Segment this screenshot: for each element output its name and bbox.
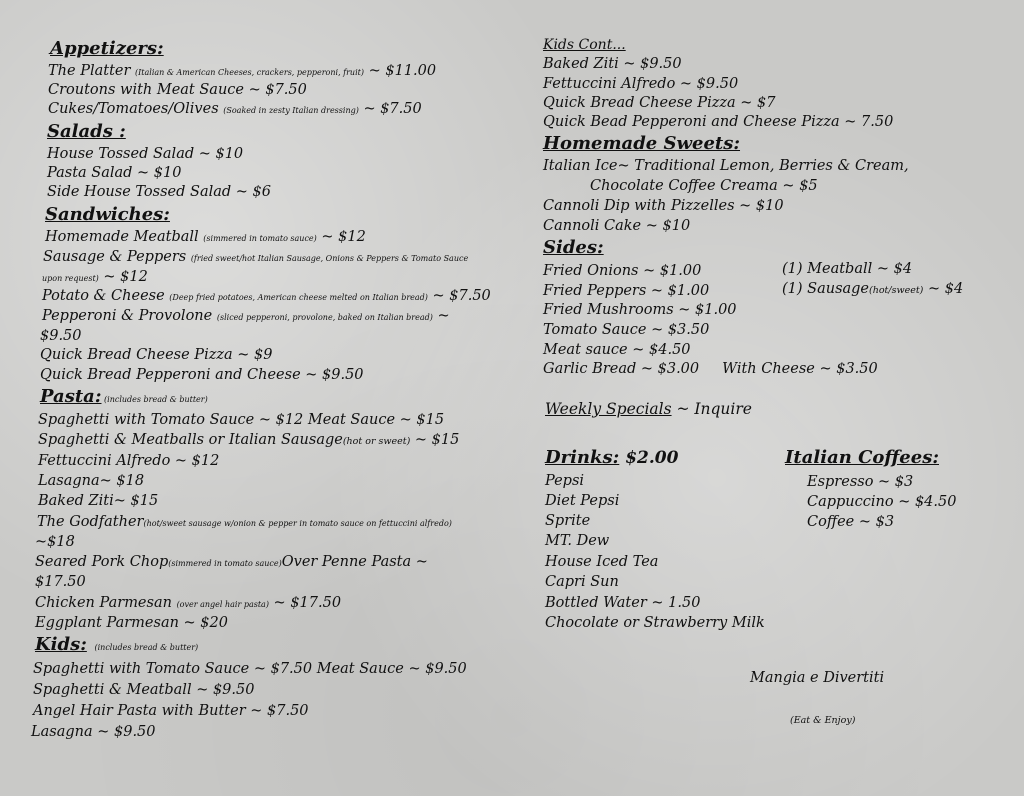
salads-heading: Salads : bbox=[47, 121, 126, 142]
menu-item-kids-spaghetti: Spaghetti with Tomato Sauce ~ $7.50 Meat Sauce ~ $9.50 bbox=[33, 661, 467, 677]
menu-item-kids-angel-hair: Angel Hair Pasta with Butter ~ $7.50 bbox=[33, 703, 309, 719]
menu-item-baked-ziti: Baked Ziti~ $15 bbox=[38, 493, 159, 509]
menu-item-sausage-peppers bbox=[43, 248, 468, 268]
item-note: (Italian & American Cheeses, crackers, pepperoni, fruit) bbox=[135, 68, 364, 77]
menu-item-eggplant-parmesan: Eggplant Parmesan ~ $20 bbox=[35, 615, 228, 631]
menu-item-side-meatball: (1) Meatball ~ $4 bbox=[782, 261, 913, 277]
item-price: ~ $12 bbox=[98, 269, 148, 285]
drink-item: Chocolate or Strawberry Milk bbox=[545, 615, 765, 631]
item-price: ~ $4 bbox=[923, 281, 964, 297]
item-note: (fried sweet/hot Italian Sausage, Onions & Peppers & Tomato Sauce bbox=[190, 254, 469, 263]
menu-item-potato-cheese bbox=[42, 287, 491, 307]
drinks-heading: Drinks: bbox=[545, 447, 620, 468]
menu-item-side-salad: Side House Tossed Salad ~ $6 bbox=[47, 184, 271, 200]
menu-item-lasagna: Lasagna~ $18 bbox=[38, 473, 145, 489]
weekly-specials-label: Weekly Specials bbox=[545, 400, 672, 418]
item-note: (hot/sweet) bbox=[869, 285, 924, 296]
menu-item-pork-chop bbox=[35, 553, 428, 573]
item-name: The Godfather bbox=[37, 514, 144, 530]
item-name: Chicken Parmesan bbox=[35, 595, 177, 611]
menu-item-cannoli-dip: Cannoli Dip with Pizzelles ~ $10 bbox=[543, 198, 784, 214]
item-price: ~ $11.00 bbox=[363, 63, 437, 79]
menu-item-house-salad: House Tossed Salad ~ $10 bbox=[47, 146, 244, 162]
drinks-price: $2.00 bbox=[619, 448, 679, 468]
menu-item-meatball bbox=[45, 228, 366, 248]
drink-item: House Iced Tea bbox=[545, 554, 659, 570]
sweets-heading: Homemade Sweets: bbox=[543, 133, 741, 154]
menu-item-pepperoni-provolone-price: $9.50 bbox=[40, 328, 82, 344]
menu-item-kids-lasagna: Lasagna ~ $9.50 bbox=[31, 724, 156, 740]
menu-item-kids-ziti: Baked Ziti ~ $9.50 bbox=[543, 56, 682, 72]
sandwiches-heading: Sandwiches: bbox=[45, 204, 170, 225]
item-price: ~ $7.50 bbox=[427, 288, 491, 304]
item-note: (sliced pepperoni, provolone, baked on Italian bread) bbox=[216, 313, 433, 322]
menu-item-croutons: Croutons with Meat Sauce ~ $7.50 bbox=[48, 82, 307, 98]
menu-item-fettuccini: Fettuccini Alfredo ~ $12 bbox=[38, 453, 220, 469]
kids-heading: Kids: bbox=[35, 634, 87, 655]
item-note: upon request) bbox=[42, 274, 99, 283]
item-name: Spaghetti & Meatballs or Italian Sausage bbox=[38, 432, 343, 448]
menu-item-tomato-sauce: Tomato Sauce ~ $3.50 bbox=[543, 322, 710, 338]
item-name-cont: Over Penne Pasta ~ bbox=[281, 554, 428, 570]
drink-item: Bottled Water ~ 1.50 bbox=[545, 595, 701, 611]
item-name: Sausage & Peppers bbox=[43, 249, 191, 265]
coffee-item: Espresso ~ $3 bbox=[807, 474, 914, 490]
menu-item-sausage-peppers-cont bbox=[42, 268, 148, 288]
kids-cont-heading: Kids Cont... bbox=[543, 37, 626, 53]
menu-item-qb-cheese-pizza: Quick Bread Cheese Pizza ~ $9 bbox=[40, 347, 273, 363]
menu-item-italian-ice-cont: Chocolate Coffee Creama ~ $5 bbox=[590, 178, 818, 194]
menu-item-cukes bbox=[48, 100, 422, 120]
closing-motto: Mangia e Divertiti bbox=[750, 670, 885, 686]
menu-item-kids-fettuccini: Fettuccini Alfredo ~ $9.50 bbox=[543, 76, 739, 92]
appetizers-heading: Appetizers: bbox=[50, 38, 164, 59]
coffee-item: Coffee ~ $3 bbox=[807, 514, 895, 530]
menu-item-godfather-price: ~$18 bbox=[35, 534, 75, 550]
menu-item-spaghetti: Spaghetti with Tomato Sauce ~ $12 Meat Sauce ~ $15 bbox=[38, 412, 445, 428]
pasta-heading-note: (includes bread & butter) bbox=[101, 395, 208, 404]
item-note: (Soaked in zesty Italian dressing) bbox=[223, 106, 359, 115]
menu-item-chicken-parmesan bbox=[35, 594, 341, 614]
drink-item: Capri Sun bbox=[545, 574, 619, 590]
item-price: ~ $15 bbox=[410, 432, 460, 448]
menu-item-meat-sauce: Meat sauce ~ $4.50 bbox=[543, 342, 691, 358]
menu-item-pork-chop-price: $17.50 bbox=[35, 574, 86, 590]
item-name: Homemade Meatball bbox=[45, 229, 204, 245]
kids-heading-line bbox=[35, 636, 198, 657]
item-price: ~ $17.50 bbox=[268, 595, 342, 611]
item-note: (over angel hair pasta) bbox=[176, 600, 269, 609]
kids-heading-note: (includes bread & butter) bbox=[86, 643, 199, 652]
item-price: ~ $12 bbox=[316, 229, 366, 245]
menu-item-qb-pepperoni: Quick Bread Pepperoni and Cheese ~ $9.50 bbox=[40, 367, 364, 383]
item-price: ~ bbox=[432, 308, 450, 324]
menu-item-cannoli-cake: Cannoli Cake ~ $10 bbox=[543, 218, 691, 234]
menu-item-garlic-bread: Garlic Bread ~ $3.00 With Cheese ~ $3.50 bbox=[543, 361, 878, 377]
coffee-item: Cappuccino ~ $4.50 bbox=[807, 494, 957, 510]
menu-item-platter bbox=[48, 62, 436, 82]
item-price: ~ $7.50 bbox=[358, 101, 422, 117]
item-name: The Platter bbox=[48, 63, 136, 79]
menu-item-pasta-salad: Pasta Salad ~ $10 bbox=[47, 165, 182, 181]
weekly-specials-rest: ~ Inquire bbox=[671, 400, 752, 418]
item-note: (hot or sweet) bbox=[342, 436, 411, 447]
menu-item-spaghetti-meatballs bbox=[38, 431, 459, 451]
menu-item-kids-cheese-pizza: Quick Bread Cheese Pizza ~ $7 bbox=[543, 95, 776, 111]
pasta-heading-line bbox=[40, 388, 208, 409]
coffees-heading: Italian Coffees: bbox=[785, 447, 939, 468]
menu-item-fried-peppers: Fried Peppers ~ $1.00 bbox=[543, 283, 710, 299]
menu-item-fried-mushrooms: Fried Mushrooms ~ $1.00 bbox=[543, 302, 737, 318]
item-name: Potato & Cheese bbox=[42, 288, 170, 304]
item-note: (hot/sweet sausage w/onion & pepper in tomato sauce on fettuccini alfredo) bbox=[143, 519, 452, 528]
menu-item-kids-pepperoni-pizza: Quick Bead Pepperoni and Cheese Pizza ~ 7.50 bbox=[543, 114, 894, 130]
drinks-heading-line bbox=[545, 449, 678, 468]
menu-item-kids-meatball: Spaghetti & Meatball ~ $9.50 bbox=[33, 682, 255, 698]
drink-item: Pepsi bbox=[545, 473, 585, 489]
menu-item-side-sausage bbox=[782, 280, 963, 300]
drink-item: Diet Pepsi bbox=[545, 493, 620, 509]
pasta-heading: Pasta: bbox=[40, 386, 102, 407]
item-note: (simmered in tomato sauce) bbox=[203, 234, 317, 243]
sides-heading: Sides: bbox=[543, 237, 604, 258]
weekly-specials bbox=[545, 400, 752, 418]
item-name: Cukes/Tomatoes/Olives bbox=[48, 101, 224, 117]
item-name: Pepperoni & Provolone bbox=[42, 308, 217, 324]
item-note: (Deep fried potatoes, American cheese melted on Italian bread) bbox=[169, 293, 428, 302]
menu-item-pepperoni-provolone bbox=[42, 307, 450, 327]
drink-item: MT. Dew bbox=[545, 533, 610, 549]
item-name: (1) Sausage bbox=[782, 281, 870, 297]
item-note: (simmered in tomato sauce) bbox=[168, 559, 282, 568]
menu-item-italian-ice: Italian Ice~ Traditional Lemon, Berries & Cream, bbox=[543, 158, 909, 174]
closing-translation: (Eat & Enjoy) bbox=[790, 715, 856, 726]
item-name: Seared Pork Chop bbox=[35, 554, 169, 570]
menu-item-fried-onions: Fried Onions ~ $1.00 bbox=[543, 263, 702, 279]
drink-item: Sprite bbox=[545, 513, 591, 529]
menu-item-godfather bbox=[37, 513, 452, 533]
